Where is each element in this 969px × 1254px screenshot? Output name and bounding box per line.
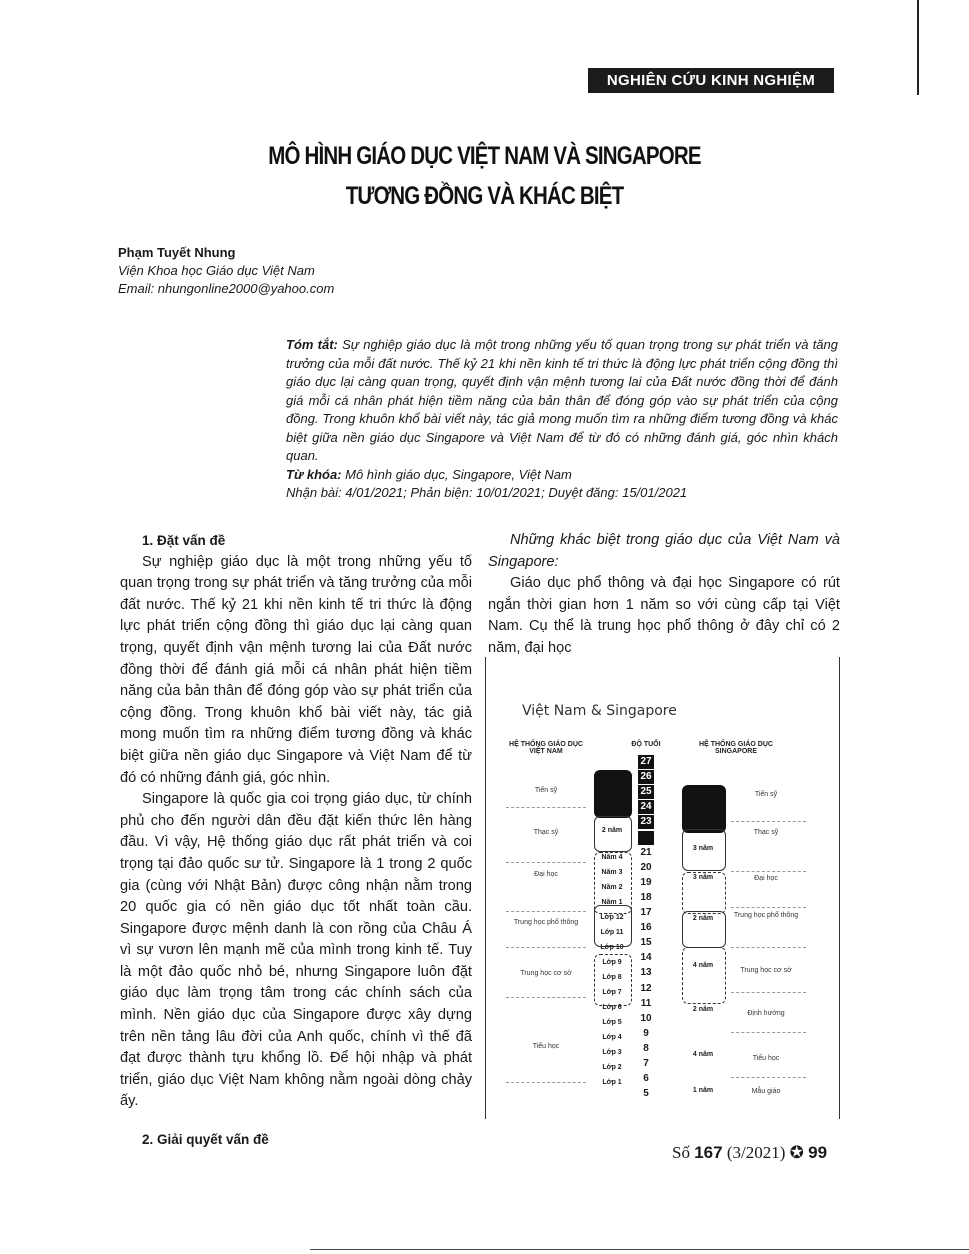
age-cell: 27 [638, 755, 654, 769]
age-header: ĐỘ TUỔI [631, 741, 661, 748]
vn-grade-cell: Lớp 12 [600, 914, 624, 921]
divider [506, 911, 586, 912]
divider [506, 807, 586, 808]
divider [731, 947, 806, 948]
age-cell: 7 [643, 1058, 649, 1069]
subheading: Những khác biệt trong giáo dục của Việt Nam và Singapore: [488, 532, 840, 570]
divider [731, 1032, 806, 1033]
vn-level-label: Đại học [534, 871, 558, 878]
left-column [120, 530, 472, 1151]
age-cell: 8 [643, 1042, 649, 1054]
age-cell: 23 [638, 815, 654, 829]
divider [731, 871, 806, 872]
issue-date: (3/2021) [726, 1143, 786, 1162]
keywords-label: Từ khóa: [286, 466, 342, 482]
author-name: Phạm Tuyết Nhung [118, 245, 236, 260]
issue-prefix: Số [672, 1143, 690, 1162]
age-cell: 6 [643, 1073, 649, 1085]
divider [731, 1077, 806, 1078]
vn-header: HỆ THỐNG GIÁO DỤC VIỆT NAM [509, 741, 583, 755]
age-cell: 25 [638, 785, 654, 799]
age-cell: 12 [640, 982, 652, 994]
masters-box-vn [594, 816, 632, 852]
sg-duration: 3 năm [692, 845, 714, 852]
phd-box-vn [594, 770, 632, 818]
age-cell: 5 [643, 1088, 649, 1100]
ornament-icon: ✪ [789, 1143, 804, 1162]
article-title-line2: TƯƠNG ĐỒNG VÀ KHÁC BIỆT [345, 182, 624, 210]
age-cell: 19 [640, 876, 652, 888]
margin-rule [917, 0, 919, 95]
right-column [488, 530, 840, 660]
sg-level-label: Đại học [754, 875, 778, 882]
vn-grade-cell: Lớp 1 [602, 1079, 622, 1086]
age-cell: 10 [640, 1012, 652, 1024]
vn-level-label: Trung học phổ thông [513, 919, 579, 926]
vn-level-label: Tiểu học [532, 1043, 560, 1050]
vn-grade-cell: 2 năm [601, 827, 623, 834]
vn-level-label: Tiến sỹ [534, 787, 558, 794]
abstract-label: Tóm tắt: [286, 337, 338, 352]
sg-duration: 3 năm [692, 874, 714, 881]
vn-grade-cell: Lớp 8 [602, 974, 622, 981]
keywords: Mô hình giáo dục, Singapore, Việt Nam [345, 466, 572, 482]
age-cell: 13 [640, 967, 652, 979]
vn-grade-cell: Lớp 3 [602, 1049, 622, 1056]
article-dates: Nhận bài: 4/01/2021; Phản biện: 10/01/2021; Duyệt đăng: 15/01/2021 [286, 485, 688, 500]
paragraph: Giáo dục phổ thông và đại học Singapore có rút ngắn thời gian hơn 1 năm so với cùng cấp tại Việt Nam. Cụ thể là trung học phổ thông ở đây chỉ có 2 năm, đại học [488, 575, 840, 656]
heading-giai-quyet-van-de: 2. Giải quyết vấn đề [142, 1132, 269, 1148]
abstract [286, 336, 838, 503]
sg-duration: 4 năm [692, 962, 714, 969]
bottom-rule [310, 1249, 969, 1250]
sg-level-label: Thạc sỹ [753, 829, 779, 836]
divider [731, 821, 806, 822]
divider [506, 1082, 586, 1083]
age-cell: 16 [640, 922, 652, 934]
section-label: NGHIÊN CỨU KINH NGHIỆM [588, 68, 834, 93]
heading-dat-van-de: 1. Đặt vấn đề [142, 533, 226, 548]
age-cell: 24 [638, 800, 654, 814]
sg-duration: 2 năm [692, 1006, 714, 1013]
vn-grade-cell: Lớp 9 [602, 959, 622, 966]
figure-title: Việt Nam & Singapore [522, 703, 677, 719]
age-cell: 15 [640, 937, 652, 949]
vn-grade-cell: Lớp 11 [600, 929, 624, 936]
high-school-box-vn [594, 905, 632, 947]
vn-grade-cell: Năm 4 [601, 854, 623, 861]
vn-grade-cell: Lớp 4 [602, 1034, 622, 1041]
sg-header: HỆ THỐNG GIÁO DỤC SINGAPORE [699, 741, 773, 755]
page-number: 99 [808, 1143, 828, 1162]
age-cell [638, 831, 654, 845]
sg-level-label: Định hướng [747, 1010, 785, 1017]
phd-box-sg [682, 785, 726, 833]
divider [731, 907, 806, 908]
author-block [118, 244, 334, 298]
author-affiliation: Viện Khoa học Giáo dục Việt Nam [118, 263, 315, 278]
vn-grade-cell: Lớp 10 [600, 944, 624, 951]
article-title-line1: MÔ HÌNH GIÁO DỤC VIỆT NAM VÀ SINGAPORE [268, 142, 701, 170]
issue-number: 167 [694, 1143, 723, 1162]
age-cell: 18 [640, 891, 652, 903]
secondary-box-sg [682, 947, 726, 1004]
age-cell: 14 [640, 952, 652, 964]
sg-level-label: Tiến sỹ [754, 791, 778, 798]
divider [731, 992, 806, 993]
vn-grade-cell: Năm 3 [601, 869, 623, 876]
age-cell: 9 [643, 1027, 649, 1039]
vn-level-label: Trung học cơ sở [520, 970, 572, 977]
abstract-text: Sự nghiệp giáo dục là một trong những yếu tố quan trọng trong sự phát triển và tăng trưởng của mỗi đất nước. Thế kỷ 21 khi nền kinh tế tri thức là động lực phát triển cộng đồng thì giáo dục lại càng quan trọng, quyết định vận mệnh tương lai của Đất nước đồng thời để đánh giá mỗi cá nhân phát hiện tiềm năng của bản thân để đóng góp vào sự phát triển của cộng đồng. Trong khuôn khổ bài viết này, tác giả mong muốn tìm ra những điểm tương đồng và khác biệt giữa nền giáo dục Singapore và Việt Nam để từ đó có những đánh giá, góc nhìn khách quan. [286, 337, 838, 463]
vn-grade-cell: Năm 1 [601, 899, 623, 906]
vn-grade-cell: Năm 2 [601, 884, 623, 891]
divider [506, 997, 586, 998]
education-system-figure [485, 657, 840, 1119]
sg-duration: 4 năm [692, 1051, 714, 1058]
sg-level-label: Trung học phổ thông [733, 912, 799, 919]
page-footer [672, 1143, 827, 1163]
vn-grade-cell: Lớp 6 [602, 1004, 622, 1011]
author-email: Email: nhungonline2000@yahoo.com [118, 281, 335, 296]
divider [506, 947, 586, 948]
vn-grade-cell: Lớp 5 [602, 1019, 622, 1026]
sg-level-label: Mẫu giáo [751, 1088, 781, 1095]
sg-duration: 1 năm [692, 1087, 714, 1094]
sg-duration: 2 năm [692, 915, 714, 922]
age-cell: 11 [640, 997, 652, 1009]
paragraph: Sự nghiệp giáo dục là một trong những yếu tố quan trọng trong sự phát triển và tăng trưởng của mỗi đất nước. Thế kỷ 21 khi nền kinh tế tri thức là động lực phát triển cộng đồng thì giáo dục lại càng quan trọng, quyết định vận mệnh tương lai của Đất nước đồng thời để đánh giá mỗi cá nhân phát hiện tiềm năng của bản thân để đóng góp vào sự phát triển của cộng đồng. Trong khuôn khổ bài viết này, tác giả mong muốn tìm ra những điểm tương đồng và khác biệt giữa nền giáo dục Singapore và Việt Nam để từ đó có những đánh giá, góc nhìn. [120, 553, 472, 786]
vn-grade-cell: Lớp 2 [602, 1064, 622, 1071]
divider [506, 862, 586, 863]
age-cell: 20 [640, 861, 652, 873]
age-cell: 17 [640, 907, 652, 918]
age-cell: 21 [640, 846, 652, 858]
paragraph: Singapore là quốc gia coi trọng giáo dục, từ chính phủ cho đến người dân đều đặt kiến thức lên hàng đầu. Vì vậy, Hệ thống giáo dục rất phát triển và coi trọng tại đảo quốc sư tử. Singapore là 1 trong 2 quốc gia (cùng với Nhật Bản) được công nhận nằm trong 20 quốc gia có nền giáo dục tốt nhất toàn cầu. Singapore được mệnh danh là con rồng của Châu Á vì sự vươn lên mạnh mẽ của mình trong kinh tế. Tuy là một đảo quốc nhỏ bé, nhưng Singapore luôn đặt giáo dục làm trọng tâm trong các chính sách của mình. Nền giáo dục của Singapore được xây dựng trên nền tảng lâu đời của Anh quốc, chính vì thế đã đạt được thành tựu khổng lồ. Để hội nhập và phát triển, giáo dục Việt Nam không nằm ngoài dòng chảy ấy. [120, 791, 472, 1110]
vn-level-label: Thạc sỹ [533, 829, 559, 836]
sg-level-label: Trung học cơ sở [740, 967, 792, 974]
age-cell: 26 [638, 770, 654, 784]
vn-grade-cell: Lớp 7 [602, 989, 622, 996]
sg-level-label: Tiểu học [752, 1055, 780, 1062]
